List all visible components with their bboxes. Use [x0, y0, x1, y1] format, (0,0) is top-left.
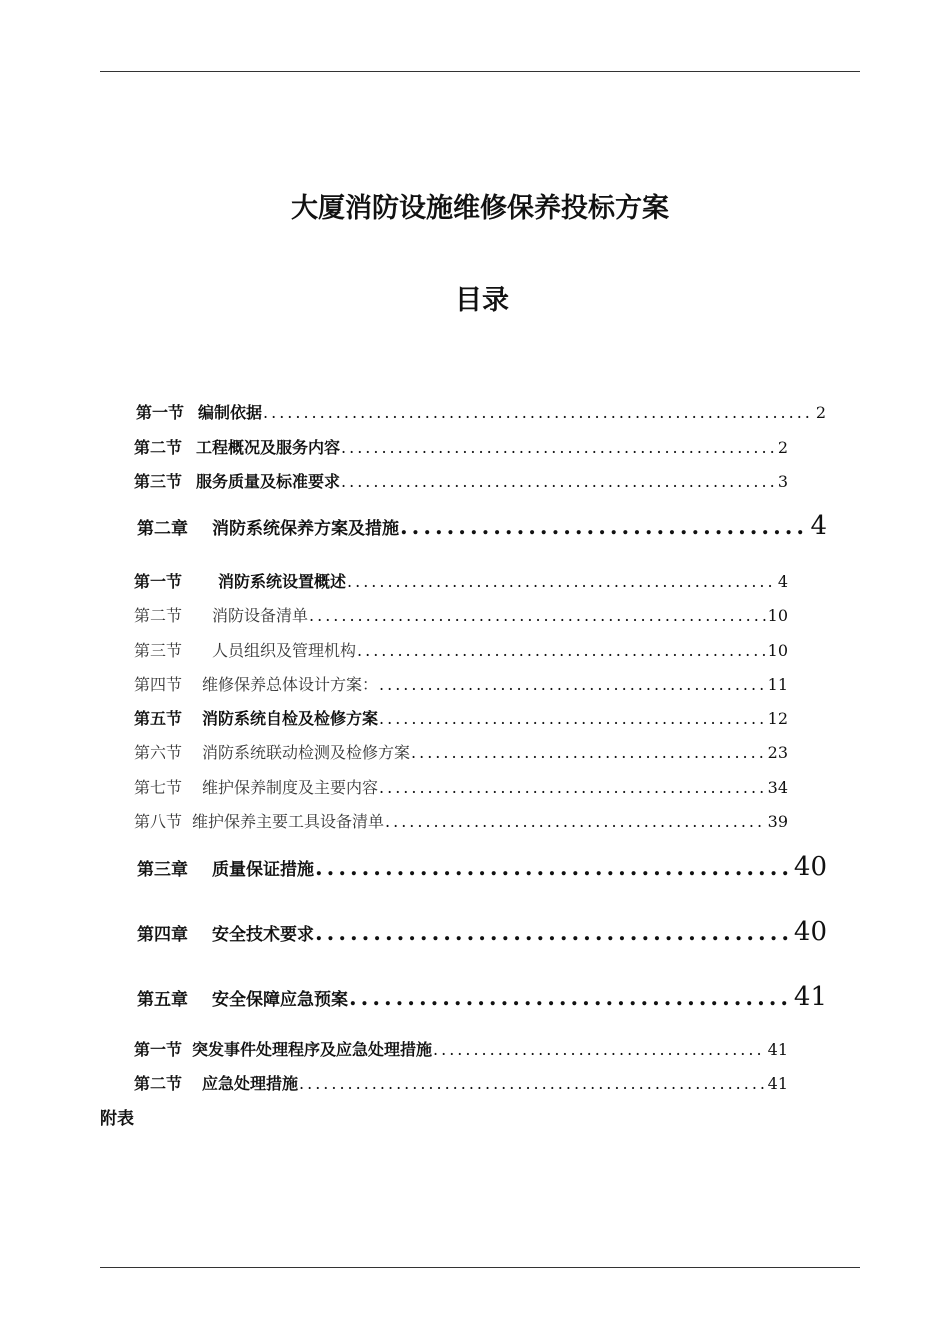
- toc-entry-title: 安全技术要求: [212, 925, 314, 945]
- toc-leader-dots: [341, 472, 776, 491]
- toc-entry-page: 11: [767, 675, 788, 694]
- toc-entry-number: 第三节: [134, 641, 183, 660]
- toc-leader-dots: [341, 438, 776, 457]
- toc-entry-page: 10: [767, 606, 788, 625]
- toc-entry-title: 突发事件处理程序及应急处理措施: [192, 1040, 433, 1059]
- footer-rule: [100, 1267, 860, 1268]
- header-rule: [100, 71, 860, 72]
- toc-entry-number: 第五章: [137, 990, 188, 1010]
- toc-entry-number: 第七节: [134, 778, 183, 797]
- toc-entry-title: 维护保养主要工具设备清单: [192, 812, 385, 831]
- toc-entry-number: 第一节: [134, 572, 183, 591]
- toc-entry-page: 40: [793, 852, 827, 882]
- toc-entry-title: 工程概况及服务内容: [196, 438, 341, 457]
- toc-entry-number: 第八节: [134, 812, 183, 831]
- toc-entry[interactable]: [134, 775, 788, 798]
- toc-entry-page: 34: [767, 778, 788, 797]
- toc-entry-page: 39: [767, 812, 788, 831]
- toc-leader-dots: [315, 855, 792, 881]
- toc-entry-title: 消防系统自检及检修方案: [202, 709, 379, 728]
- toc-entry[interactable]: [136, 400, 826, 423]
- toc-entry-title: 安全保障应急预案: [212, 990, 348, 1010]
- toc-entry-title: 服务质量及标准要求: [196, 472, 341, 491]
- toc-leader-dots: [315, 920, 792, 946]
- toc-leader-dots: [400, 514, 808, 540]
- toc-entry-page: 41: [793, 982, 827, 1012]
- toc-entry-number: 第五节: [134, 709, 183, 728]
- toc-leader-dots: [357, 641, 766, 660]
- toc-entry-title: 消防系统联动检测及检修方案: [202, 743, 411, 762]
- toc-entry-page: 41: [767, 1074, 788, 1093]
- toc-entry-number: 第二节: [134, 1074, 183, 1093]
- toc-entry-number: 第三节: [134, 472, 183, 491]
- toc-leader-dots: [299, 1074, 766, 1093]
- document-title: 大厦消防设施维修保养投标方案: [291, 193, 669, 224]
- toc-entry-title: 维护保养制度及主要内容: [202, 778, 379, 797]
- toc-heading: 目录: [455, 285, 509, 316]
- toc-leader-dots: [411, 743, 766, 762]
- toc-leader-dots: [349, 985, 792, 1011]
- toc-leader-dots: [379, 778, 766, 797]
- toc-entry[interactable]: [134, 1037, 788, 1060]
- toc-entry[interactable]: [134, 603, 788, 626]
- toc-entry[interactable]: [134, 569, 788, 592]
- toc-entry-title: 应急处理措施: [202, 1074, 299, 1093]
- toc-entry-number: 第一节: [136, 403, 185, 422]
- appendix-label[interactable]: 附表: [100, 1109, 134, 1129]
- toc-leader-dots: [263, 403, 814, 422]
- toc-entry[interactable]: [134, 469, 788, 492]
- toc-entry[interactable]: [134, 706, 788, 729]
- toc-entry[interactable]: [134, 672, 788, 695]
- toc-leader-dots: [379, 675, 766, 694]
- toc-entry-number: 第三章: [137, 860, 188, 880]
- toc-chapter-entry[interactable]: [137, 982, 827, 1012]
- toc-leader-dots: [385, 812, 766, 831]
- toc-chapter-entry[interactable]: [137, 511, 827, 541]
- toc-entry[interactable]: [134, 638, 788, 661]
- toc-entry[interactable]: [134, 1071, 788, 1094]
- toc-entry-page: 2: [777, 438, 788, 457]
- toc-entry-number: 第二节: [134, 438, 183, 457]
- toc-entry-page: 23: [767, 743, 788, 762]
- toc-chapter-entry[interactable]: [137, 852, 827, 882]
- toc-entry-title: 消防系统设置概述: [218, 572, 347, 591]
- toc-entry-number: 第二节: [134, 606, 183, 625]
- toc-entry-page: 3: [777, 472, 788, 491]
- toc-entry-title: 消防系统保养方案及措施: [212, 519, 399, 539]
- toc-leader-dots: [347, 572, 776, 591]
- toc-entry-title: 维修保养总体设计方案：: [202, 675, 379, 694]
- toc-entry-title: 质量保证措施: [212, 860, 314, 880]
- toc-entry[interactable]: [134, 809, 788, 832]
- toc-entry-title: 编制依据: [198, 403, 263, 422]
- toc-leader-dots: [309, 606, 766, 625]
- toc-entry-number: 第一节: [134, 1040, 183, 1059]
- toc-entry-number: 第四章: [137, 925, 188, 945]
- toc-entry-number: 第二章: [137, 519, 188, 539]
- toc-leader-dots: [433, 1040, 766, 1059]
- toc-entry-page: 4: [810, 511, 827, 541]
- toc-entry[interactable]: [134, 435, 788, 458]
- toc-entry-page: 41: [767, 1040, 788, 1059]
- toc-entry-page: 40: [793, 917, 827, 947]
- toc-leader-dots: [379, 709, 766, 728]
- toc-entry-page: 10: [767, 641, 788, 660]
- toc-entry-page: 12: [767, 709, 788, 728]
- toc-entry-title: 人员组织及管理机构: [212, 641, 357, 660]
- toc-entry-number: 第四节: [134, 675, 183, 694]
- toc-entry-page: 2: [815, 403, 826, 422]
- toc-entry-title: 消防设备清单: [212, 606, 309, 625]
- toc-entry-page: 4: [777, 572, 788, 591]
- toc-entry[interactable]: [134, 740, 788, 763]
- toc-chapter-entry[interactable]: [137, 917, 827, 947]
- toc-entry-number: 第六节: [134, 743, 183, 762]
